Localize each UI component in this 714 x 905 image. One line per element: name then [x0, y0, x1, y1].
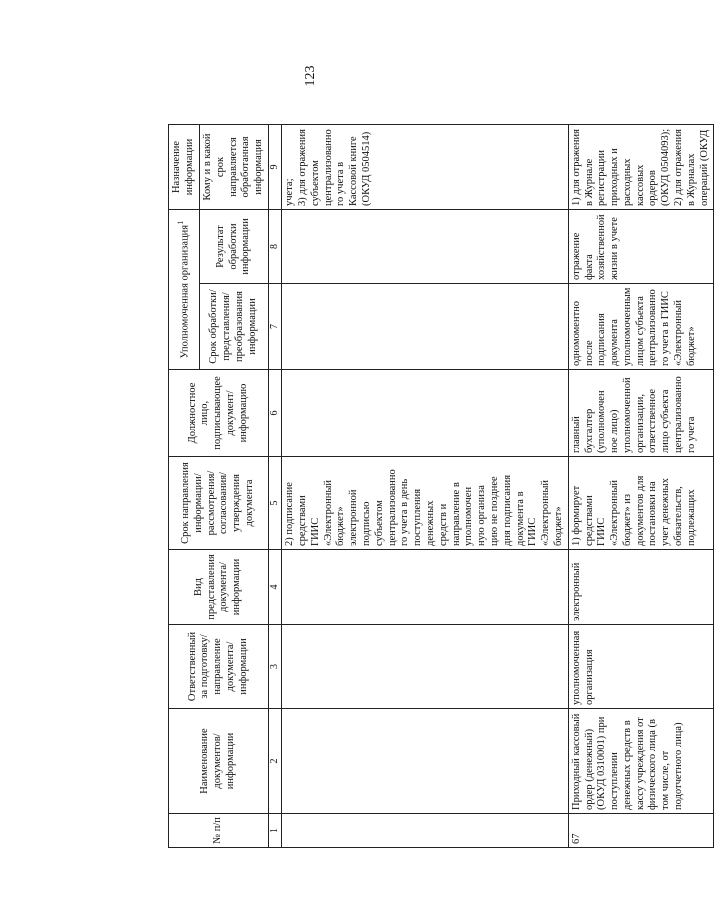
header-authorized-organization-label: Уполномоченная организация [179, 224, 191, 359]
cell-processing-deadline: одномоментно после подписания документа уполномоченным лицом субъекта централизованно го учета в ГИИС «Электронный бюджет» [568, 284, 714, 370]
column-number: 3 [268, 625, 281, 709]
header-processing-deadline: Срок обработки/ представления/ преобразования информации [200, 284, 269, 370]
column-number: 4 [268, 550, 281, 625]
header-document-name: Наименование документов/ информации [169, 709, 269, 814]
cell-row-number: 67 [568, 814, 714, 848]
header-purpose: Назначение информации [169, 125, 200, 210]
page-number: 123 [303, 65, 318, 87]
cell-continued-2 [282, 709, 569, 814]
cell-continued-1 [282, 814, 569, 848]
cell-continued-6 [282, 370, 569, 457]
header-deadline: Срок направления информации/ рассмотрения/ согласования/ утверждения документа [169, 457, 269, 550]
cell-recipient: 1) для отражения в Журнале регистрации приходных и расходных кассовых ордеров (ОКУД 0504093); 2) для отражения в Журналах операций (ОКУД [568, 125, 714, 210]
cell-recipient-continued: учета; 3) для отражения субъектом централизованно го учета в Кассовой книге (ОКУД 0504514) [282, 125, 569, 210]
table-row-continued [282, 125, 569, 848]
cell-deadline-continued: 2) подписание средствами ГИИС «Электронный бюджет» электронной подписью субъектом централизованно го учета в день поступления денежных средств и направление в уполномочен ную организа цию не позднее дня подписания документа в ГИИС «Электронный бюджет» [282, 457, 569, 550]
header-signing-official: Должностное лицо, подписывающее документ/ информацию [169, 370, 269, 457]
cell-responsible: уполномоченная организация [568, 625, 714, 709]
cell-continued-8 [282, 210, 569, 284]
cell-continued-4 [282, 550, 569, 625]
cell-representation: электронный [568, 550, 714, 625]
cell-processing-result: отражение факта хозяйственной жизни в учете [568, 210, 714, 284]
header-recipient: Кому и в какой срок направляется обработанная информация [200, 125, 269, 210]
header-processing-result: Результат обработки информации [200, 210, 269, 284]
cell-document-name: Приходный кассовый ордер (денежный) (ОКУД 0310001) при поступлении денежных средств в кассу учреждения от физического лица (в том числе, от подотчетного лица) [568, 709, 714, 814]
column-number: 7 [268, 284, 281, 370]
footnote-marker: 1 [175, 220, 186, 225]
cell-continued-3 [282, 625, 569, 709]
document-table [168, 124, 714, 848]
cell-deadline: 1) формирует средствами ГИИС «Электронный бюджет» из документов для постановки на учет денежных обязательств, подлежащих [568, 457, 714, 550]
cell-continued-7 [282, 284, 569, 370]
table-row-67 [568, 125, 714, 848]
rotated-document-table [168, 125, 710, 848]
column-number: 8 [268, 210, 281, 284]
column-number: 1 [268, 814, 281, 848]
header-responsible: Ответственный за подготовку/ направление документа/ информации [169, 625, 269, 709]
header-number: № п/п [169, 814, 269, 848]
header-authorized-organization [169, 210, 200, 370]
column-number: 9 [268, 125, 281, 210]
column-number: 2 [268, 709, 281, 814]
column-numbers-row [268, 125, 281, 848]
column-number: 6 [268, 370, 281, 457]
cell-signing-official: главный бухгалтер (уполномочен ное лицо) уполномоченной организации, ответственное лицо субъекта централизованно го учета [568, 370, 714, 457]
header-representation: Вид представления документа/ информации [169, 550, 269, 625]
column-number: 5 [268, 457, 281, 550]
